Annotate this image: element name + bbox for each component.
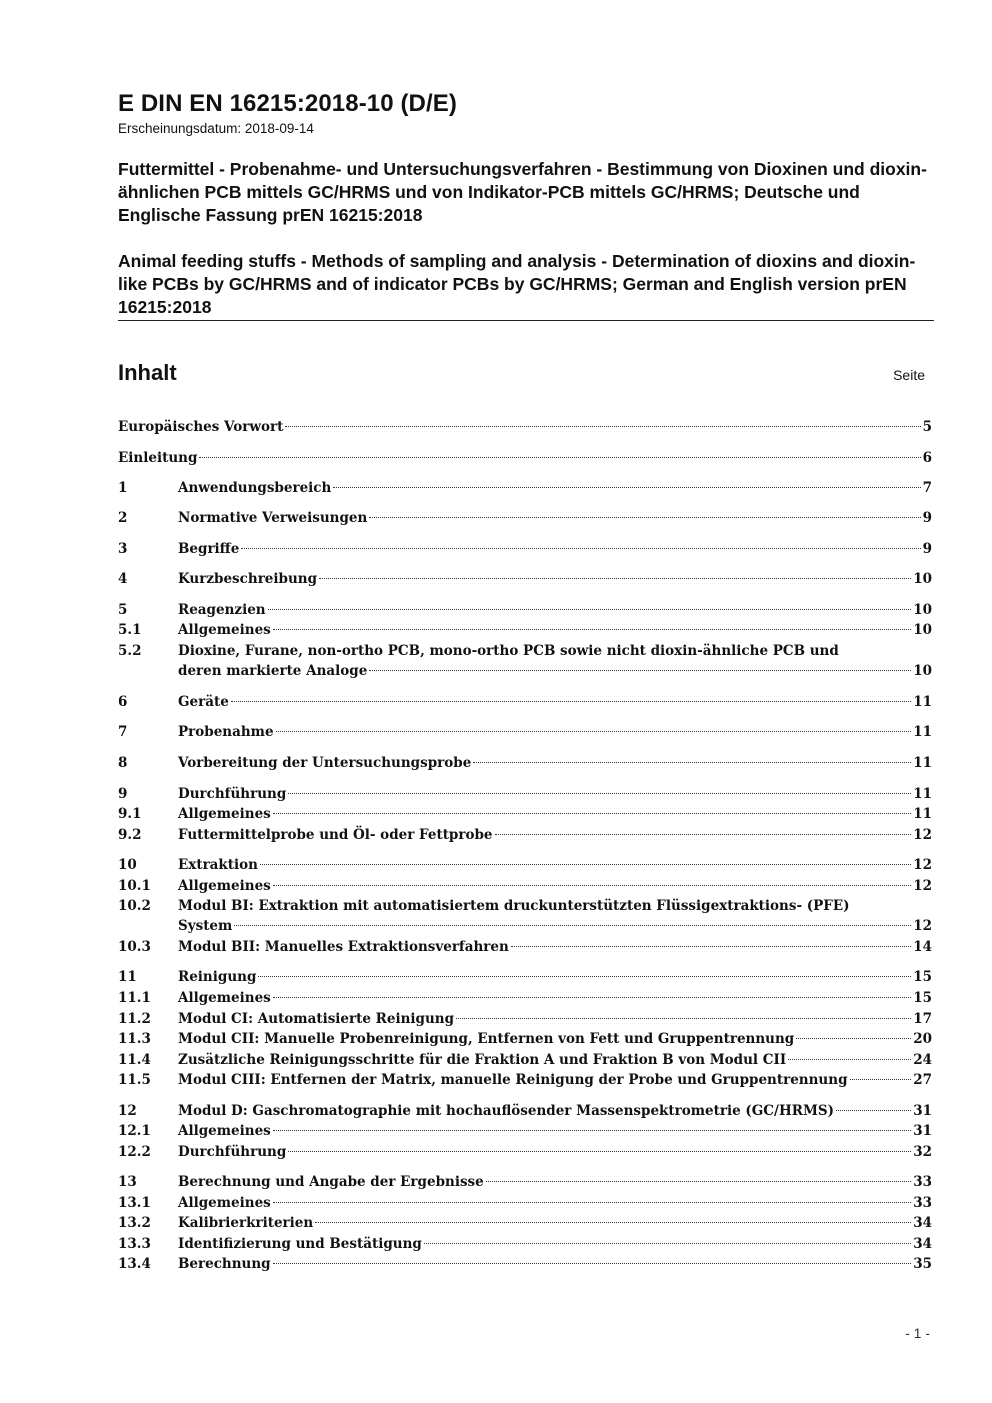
toc-page-number: 17 xyxy=(913,1011,932,1027)
toc-leader-dots xyxy=(199,457,920,458)
toc-title: Zusätzliche Reinigungsschritte für die Fraktion A und Fraktion B von Modul CII xyxy=(178,1052,787,1068)
toc-entry[interactable] xyxy=(118,1009,932,1029)
toc-entry[interactable] xyxy=(118,1193,932,1213)
toc-section-number: 10.2 xyxy=(118,898,151,914)
toc-entry[interactable] xyxy=(118,896,932,936)
toc-page-number: 11 xyxy=(913,755,932,771)
toc-section-number: 2 xyxy=(118,510,128,526)
toc-section-number: 13 xyxy=(118,1174,137,1190)
toc-page-number: 35 xyxy=(913,1256,932,1272)
document-id: E DIN EN 16215:2018-10 (D/E) xyxy=(118,90,457,117)
toc-title: Kalibrierkriterien xyxy=(178,1215,314,1231)
toc-page-number: 6 xyxy=(922,450,932,466)
toc-entry[interactable] xyxy=(118,937,932,957)
toc-leader-dots xyxy=(276,731,912,732)
toc-page-number: 33 xyxy=(913,1174,932,1190)
toc-title: Allgemeines xyxy=(178,806,271,822)
toc-leader-dots xyxy=(456,1018,911,1019)
toc-page-number: 15 xyxy=(913,990,932,1006)
toc-title: Normative Verweisungen xyxy=(178,510,368,526)
toc-leader-dots xyxy=(836,1110,911,1111)
toc-title-line: Modul BI: Extraktion mit automatisiertem druckunterstützten Flüssigextraktions- (PFE) xyxy=(178,898,850,914)
toc-title: Europäisches Vorwort xyxy=(118,419,284,435)
publication-date: Erscheinungsdatum: 2018-09-14 xyxy=(118,121,314,136)
toc-entry[interactable] xyxy=(118,1070,932,1090)
toc-title: Modul CI: Automatisierte Reinigung xyxy=(178,1011,455,1027)
toc-title: Anwendungsbereich xyxy=(178,480,332,496)
toc-entry[interactable] xyxy=(118,988,932,1008)
toc-entry[interactable] xyxy=(118,1172,932,1192)
toc-title: Durchführung xyxy=(178,786,287,802)
toc-section-number: 9.2 xyxy=(118,827,142,843)
toc-leader-dots xyxy=(288,1151,911,1152)
toc-leader-dots xyxy=(511,946,911,947)
toc-entry[interactable] xyxy=(118,478,932,498)
toc-leader-dots xyxy=(258,976,911,977)
toc-title: Geräte xyxy=(178,694,229,710)
toc-section-number: 11.2 xyxy=(118,1011,151,1027)
toc-page-number: 15 xyxy=(913,969,932,985)
toc-section-number: 3 xyxy=(118,541,128,557)
toc-section-number: 10.1 xyxy=(118,878,151,894)
toc-title: Durchführung xyxy=(178,1144,287,1160)
toc-title-line: Dioxine, Furane, non-ortho PCB, mono-ortho PCB sowie nicht dioxin-ähnliche PCB und xyxy=(178,643,839,659)
toc-leader-dots xyxy=(273,997,911,998)
toc-page-number: 20 xyxy=(913,1031,932,1047)
toc-entry[interactable] xyxy=(118,1254,932,1274)
toc-leader-dots xyxy=(495,834,912,835)
toc-leader-dots xyxy=(796,1038,911,1039)
toc-leader-dots xyxy=(273,1130,911,1131)
toc-title: Reinigung xyxy=(178,969,257,985)
toc-title: Einleitung xyxy=(118,450,198,466)
toc-page-number: 14 xyxy=(913,939,932,955)
toc-page-number: 10 xyxy=(913,663,932,679)
toc-entry[interactable] xyxy=(118,804,932,824)
toc-leader-dots xyxy=(260,864,911,865)
toc-entry[interactable] xyxy=(118,825,932,845)
toc-title: Modul D: Gaschromatographie mit hochauflösender Massenspektrometrie (GC/HRMS) xyxy=(178,1103,835,1119)
toc-section-number: 12 xyxy=(118,1103,137,1119)
toc-section-number: 12.2 xyxy=(118,1144,151,1160)
toc-leader-dots xyxy=(473,762,911,763)
toc-page-number: 31 xyxy=(913,1123,932,1139)
toc-entry[interactable] xyxy=(118,620,932,640)
toc-section-number: 6 xyxy=(118,694,128,710)
toc-leader-dots xyxy=(333,487,920,488)
toc-title: Berechnung xyxy=(178,1256,271,1272)
toc-page-number: 7 xyxy=(922,480,932,496)
toc-page-number: 31 xyxy=(913,1103,932,1119)
toc-title: Extraktion xyxy=(178,857,258,873)
toc-page-number: 10 xyxy=(913,571,932,587)
toc-entry[interactable] xyxy=(118,1050,932,1070)
toc-title: Modul CII: Manuelle Probenreinigung, Entfernen von Fett und Gruppentrennung xyxy=(178,1031,795,1047)
toc-page-number: 12 xyxy=(913,918,932,934)
toc-entry[interactable] xyxy=(118,1121,932,1141)
toc-leader-dots xyxy=(273,629,911,630)
toc-entry[interactable] xyxy=(118,508,932,528)
toc-page-number: 12 xyxy=(913,878,932,894)
toc-entry[interactable] xyxy=(118,855,932,875)
toc-page-number: 27 xyxy=(913,1072,932,1088)
toc-page-number: 10 xyxy=(913,602,932,618)
toc-section-number: 5 xyxy=(118,602,128,618)
toc-entry[interactable] xyxy=(118,569,932,589)
contents-heading: Inhalt xyxy=(118,360,177,385)
toc-page-number: 5 xyxy=(922,419,932,435)
toc-title: Begriffe xyxy=(178,541,240,557)
english-title: Animal feeding stuffs - Methods of sampling and analysis - Determination of dioxins and dioxin-like PCBs by GC/HRMS and of indicator PCBs by GC/HRMS; German and English version prEN 16215:2018 xyxy=(118,251,916,317)
toc-leader-dots xyxy=(268,609,912,610)
toc-section-number: 7 xyxy=(118,724,128,740)
toc-leader-dots xyxy=(234,925,911,926)
toc-title: Allgemeines xyxy=(178,990,271,1006)
toc-leader-dots xyxy=(273,885,911,886)
toc-title: Modul BII: Manuelles Extraktionsverfahren xyxy=(178,939,509,955)
page-number: - 1 - xyxy=(905,1325,930,1341)
toc-leader-dots xyxy=(241,548,920,549)
toc-title: Allgemeines xyxy=(178,1195,271,1211)
toc-leader-dots xyxy=(788,1059,911,1060)
toc-entry[interactable] xyxy=(118,1213,932,1233)
toc-section-number: 11 xyxy=(118,969,137,985)
toc-leader-dots xyxy=(486,1181,911,1182)
toc-leader-dots xyxy=(369,517,920,518)
toc-leader-dots xyxy=(369,670,911,671)
toc-leader-dots xyxy=(273,813,911,814)
toc-title: Vorbereitung der Untersuchungsprobe xyxy=(178,755,472,771)
toc-page-number: 34 xyxy=(913,1215,932,1231)
toc-leader-dots xyxy=(424,1243,911,1244)
toc-entry[interactable] xyxy=(118,1142,932,1162)
toc-page-number: 11 xyxy=(913,694,932,710)
toc-page-number: 32 xyxy=(913,1144,932,1160)
toc-title: Berechnung und Angabe der Ergebnisse xyxy=(178,1174,484,1190)
toc-title: Allgemeines xyxy=(178,1123,271,1139)
toc-page-number: 24 xyxy=(913,1052,932,1068)
toc-section-number: 9.1 xyxy=(118,806,142,822)
toc-leader-dots xyxy=(288,793,911,794)
toc-leader-dots xyxy=(231,701,911,702)
toc-section-number: 4 xyxy=(118,571,128,587)
toc-section-number: 11.5 xyxy=(118,1072,151,1088)
toc-entry[interactable] xyxy=(118,784,932,804)
toc-section-number: 5.1 xyxy=(118,622,142,638)
toc-entry[interactable] xyxy=(118,600,932,620)
toc-entry[interactable] xyxy=(118,1234,932,1254)
toc-title: Allgemeines xyxy=(178,622,271,638)
toc-entry[interactable] xyxy=(118,539,932,559)
toc-entry[interactable] xyxy=(118,448,932,468)
toc-page-number: 10 xyxy=(913,622,932,638)
toc-page-number: 11 xyxy=(913,786,932,802)
toc-section-number: 5.2 xyxy=(118,643,142,659)
toc-section-number: 13.3 xyxy=(118,1236,151,1252)
toc-section-number: 11.1 xyxy=(118,990,151,1006)
toc-title: Identifizierung und Bestätigung xyxy=(178,1236,422,1252)
toc-leader-dots xyxy=(850,1079,912,1080)
toc-page-number: 12 xyxy=(913,827,932,843)
toc-leader-dots xyxy=(273,1263,912,1264)
toc-section-number: 10.3 xyxy=(118,939,151,955)
toc-section-number: 11.3 xyxy=(118,1031,151,1047)
toc-entry[interactable] xyxy=(118,1101,932,1121)
toc-section-number: 8 xyxy=(118,755,128,771)
toc-entry[interactable] xyxy=(118,1029,932,1049)
toc-page-number: 9 xyxy=(922,541,932,557)
toc-entry[interactable] xyxy=(118,967,932,987)
toc-title: Reagenzien xyxy=(178,602,266,618)
toc-section-number: 11.4 xyxy=(118,1052,151,1068)
toc-leader-dots xyxy=(285,426,920,427)
title-divider xyxy=(118,320,934,321)
toc-page-number: 12 xyxy=(913,857,932,873)
toc-entry[interactable] xyxy=(118,641,932,681)
toc-leader-dots xyxy=(315,1222,911,1223)
toc-title: Allgemeines xyxy=(178,878,271,894)
toc-entry[interactable] xyxy=(118,876,932,896)
page-column-label: Seite xyxy=(893,367,925,383)
toc-page-number: 11 xyxy=(913,724,932,740)
toc-leader-dots xyxy=(273,1202,911,1203)
toc-page-number: 9 xyxy=(922,510,932,526)
toc-page-number: 34 xyxy=(913,1236,932,1252)
toc-entry[interactable] xyxy=(118,722,932,742)
toc-section-number: 13.1 xyxy=(118,1195,151,1211)
toc-page-number: 11 xyxy=(913,806,932,822)
toc-section-number: 13.2 xyxy=(118,1215,151,1231)
toc-entry[interactable] xyxy=(118,417,932,437)
toc-section-number: 12.1 xyxy=(118,1123,151,1139)
toc-title: Kurzbeschreibung xyxy=(178,571,318,587)
german-title: Futtermittel - Probenahme- und Untersuchungsverfahren - Bestimmung von Dioxinen und dioxin-ähnlichen PCB mittels GC/HRMS und von Indikator-PCB mittels GC/HRMS; Deutsche und Englische Fassung prEN 16215:2018 xyxy=(118,159,927,225)
toc-title: Futtermittelprobe und Öl- oder Fettprobe xyxy=(178,827,493,843)
toc-section-number: 9 xyxy=(118,786,128,802)
toc-section-number: 13.4 xyxy=(118,1256,151,1272)
toc-leader-dots xyxy=(319,578,911,579)
toc-entry[interactable] xyxy=(118,692,932,712)
toc-title: Modul CIII: Entfernen der Matrix, manuelle Reinigung der Probe und Gruppentrennung xyxy=(178,1072,848,1088)
toc-page-number: 33 xyxy=(913,1195,932,1211)
toc-title: Probenahme xyxy=(178,724,274,740)
toc-section-number: 1 xyxy=(118,480,128,496)
toc-entry[interactable] xyxy=(118,753,932,773)
toc-section-number: 10 xyxy=(118,857,137,873)
toc-title: deren markierte Analoge xyxy=(178,663,368,679)
toc-title: System xyxy=(178,918,233,934)
